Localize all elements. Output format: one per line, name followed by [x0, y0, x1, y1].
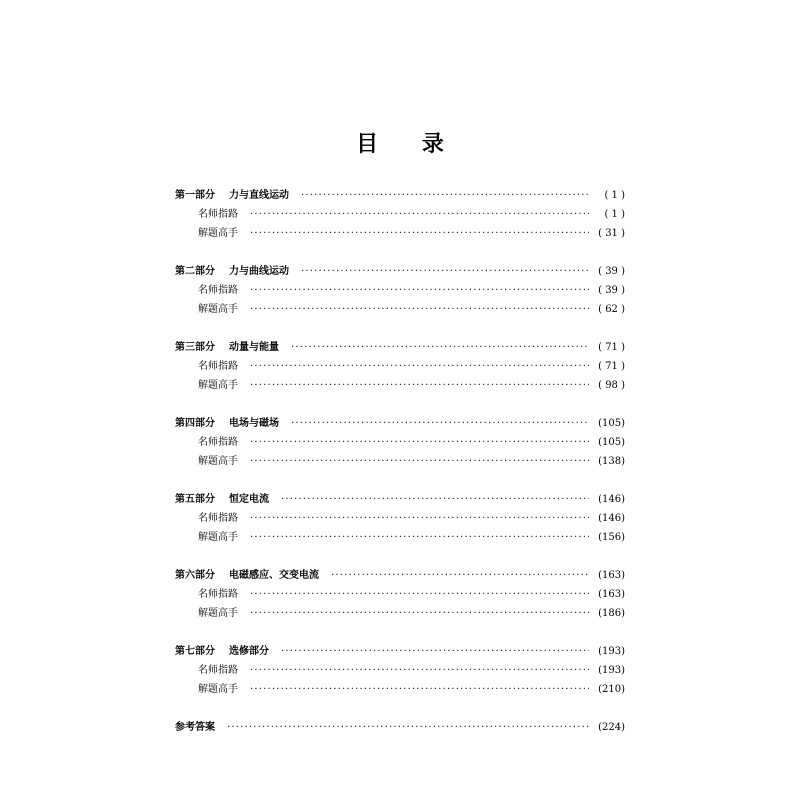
toc-group-part-4 — [175, 414, 625, 471]
page-number: ( 98 ) — [598, 380, 625, 391]
dot-leader — [291, 338, 589, 357]
part-title: 力与直线运动 — [229, 190, 289, 201]
sub-title: 解题高手 — [198, 304, 238, 315]
dot-leader — [250, 661, 589, 680]
dot-leader — [281, 490, 589, 509]
dot-leader — [250, 452, 589, 471]
toc-entry-sub[interactable] — [175, 205, 625, 224]
toc-entry-part[interactable] — [175, 414, 625, 433]
dot-leader — [250, 528, 589, 547]
toc-entry-sub[interactable] — [175, 433, 625, 452]
part-title: 力与曲线运动 — [229, 266, 289, 277]
part-number: 第六部分 — [175, 570, 215, 581]
sub-title: 名师指路 — [198, 589, 238, 600]
dot-leader — [250, 604, 589, 623]
toc-entry-part[interactable] — [175, 642, 625, 661]
page-number: (163) — [598, 589, 625, 600]
dot-leader — [250, 680, 589, 699]
toc-group-part-3 — [175, 338, 625, 395]
toc-entry-sub[interactable] — [175, 376, 625, 395]
part-title: 电场与磁场 — [229, 418, 279, 429]
sub-title: 解题高手 — [198, 684, 238, 695]
toc-entry-sub[interactable] — [175, 661, 625, 680]
page-number: ( 31 ) — [598, 228, 625, 239]
page-number: ( 1 ) — [604, 190, 625, 201]
part-title: 电磁感应、交变电流 — [229, 570, 319, 581]
toc-group-part-5 — [175, 490, 625, 547]
sub-title: 名师指路 — [198, 361, 238, 372]
page-number: (210) — [598, 684, 625, 695]
sub-title: 解题高手 — [198, 532, 238, 543]
toc-entry-sub[interactable] — [175, 452, 625, 471]
sub-title: 名师指路 — [198, 285, 238, 296]
page-number: ( 39 ) — [598, 285, 625, 296]
dot-leader — [250, 281, 589, 300]
page-number: (105) — [598, 418, 625, 429]
toc-entry-sub[interactable] — [175, 224, 625, 243]
dot-leader — [250, 224, 589, 243]
dot-leader — [281, 642, 589, 661]
dot-leader — [291, 414, 589, 433]
part-number: 第七部分 — [175, 646, 215, 657]
toc-entry-sub[interactable] — [175, 585, 625, 604]
table-of-contents — [175, 186, 625, 756]
page-number: (105) — [598, 437, 625, 448]
toc-entry-sub[interactable] — [175, 509, 625, 528]
page-number: ( 62 ) — [598, 304, 625, 315]
sub-title: 解题高手 — [198, 380, 238, 391]
part-number: 参考答案 — [175, 722, 215, 733]
toc-entry-sub[interactable] — [175, 680, 625, 699]
toc-entry-part[interactable] — [175, 338, 625, 357]
dot-leader — [250, 509, 589, 528]
sub-title: 解题高手 — [198, 456, 238, 467]
dot-leader — [250, 357, 589, 376]
toc-entry-sub[interactable] — [175, 528, 625, 547]
sub-title: 名师指路 — [198, 209, 238, 220]
toc-group-part-1 — [175, 186, 625, 243]
page-number: (186) — [598, 608, 625, 619]
part-title: 动量与能量 — [229, 342, 279, 353]
sub-title: 解题高手 — [198, 228, 238, 239]
dot-leader — [250, 376, 589, 395]
page-number: ( 71 ) — [598, 342, 625, 353]
dot-leader — [227, 718, 589, 737]
dot-leader — [250, 585, 589, 604]
page-title: 目 录 — [356, 131, 462, 157]
toc-entry-part[interactable] — [175, 490, 625, 509]
toc-entry-sub[interactable] — [175, 357, 625, 376]
page-number: (156) — [598, 532, 625, 543]
toc-entry-part[interactable] — [175, 186, 625, 205]
part-number: 第二部分 — [175, 266, 215, 277]
part-title: 选修部分 — [229, 646, 269, 657]
dot-leader — [250, 205, 589, 224]
toc-entry-part[interactable] — [175, 262, 625, 281]
page-number: (224) — [598, 722, 625, 733]
toc-entry-part[interactable] — [175, 566, 625, 585]
page-number: (146) — [598, 513, 625, 524]
dot-leader — [331, 566, 589, 585]
sub-title: 名师指路 — [198, 437, 238, 448]
toc-group-part-2 — [175, 262, 625, 319]
sub-title: 解题高手 — [198, 608, 238, 619]
toc-entry-sub[interactable] — [175, 300, 625, 319]
dot-leader — [301, 186, 589, 205]
page-number: (146) — [598, 494, 625, 505]
page-number: ( 1 ) — [604, 209, 625, 220]
sub-title: 名师指路 — [198, 513, 238, 524]
part-title: 恒定电流 — [229, 494, 269, 505]
toc-group-part-7 — [175, 642, 625, 699]
part-number: 第一部分 — [175, 190, 215, 201]
part-number: 第三部分 — [175, 342, 215, 353]
dot-leader — [250, 300, 589, 319]
sub-title: 名师指路 — [198, 665, 238, 676]
page-number: (193) — [598, 665, 625, 676]
page-number: ( 71 ) — [598, 361, 625, 372]
toc-entry-sub[interactable] — [175, 604, 625, 623]
page-number: ( 39 ) — [598, 266, 625, 277]
page-number: (163) — [598, 570, 625, 581]
page-number: (193) — [598, 646, 625, 657]
dot-leader — [301, 262, 589, 281]
part-number: 第四部分 — [175, 418, 215, 429]
toc-group-answers — [175, 718, 625, 737]
dot-leader — [250, 433, 589, 452]
page-number: (138) — [598, 456, 625, 467]
toc-group-part-6 — [175, 566, 625, 623]
toc-entry-sub[interactable] — [175, 281, 625, 300]
part-number: 第五部分 — [175, 494, 215, 505]
toc-entry-answers[interactable] — [175, 718, 625, 737]
